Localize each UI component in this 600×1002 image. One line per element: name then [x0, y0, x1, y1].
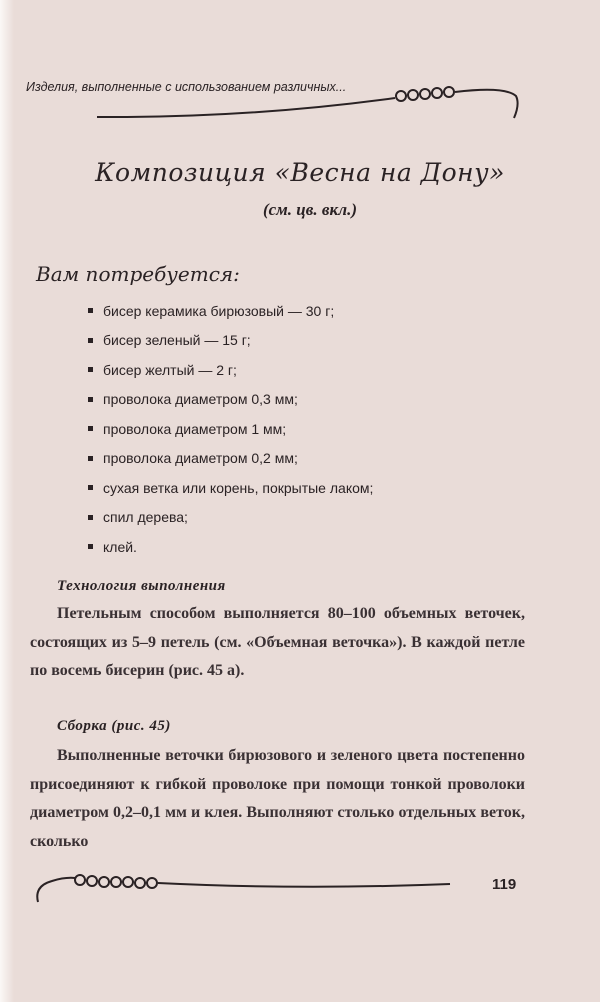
footer-ornament — [37, 875, 450, 902]
bullet-icon — [88, 456, 93, 461]
section-text-technology: Петельным способом выполняется 80–100 объемных веточек, состоящих из 5–9 петель (см. «Объемная веточка»). В каждой петле по восемь бисерин (рис. 45 а). — [30, 605, 525, 679]
running-header: Изделия, выполненные с использованием различных... — [26, 80, 347, 94]
list-item: проволока диаметром 0,2 мм; — [88, 444, 373, 474]
page-number: 119 — [492, 876, 517, 893]
materials-list — [88, 296, 373, 562]
list-item: бисер керамика бирюзовый — 30 г; — [88, 296, 373, 326]
list-item: проволока диаметром 0,3 мм; — [88, 385, 373, 415]
section-heading-technology: Технология выполнения — [57, 578, 226, 594]
bullet-icon — [88, 338, 93, 343]
page-title: Композиция «Весна на Дону» — [95, 158, 505, 187]
section-text-assembly: Выполненные веточки бирюзового и зеленого цвета постепенно присоединяют к гибкой проволоке при помощи тонкой проволоки диаметром 0,2–0,1 мм и клея. Выполняют столько отдельных веток, сколько — [30, 747, 525, 850]
bullet-icon — [88, 426, 93, 431]
materials-heading: Вам потребуется: — [36, 262, 240, 286]
list-item: бисер желтый — 2 г; — [88, 355, 373, 385]
bullet-icon — [88, 515, 93, 520]
list-item: проволока диаметром 1 мм; — [88, 414, 373, 444]
section-heading-assembly: Сборка (рис. 45) — [57, 718, 171, 734]
bullet-icon — [88, 367, 93, 372]
list-item: клей. — [88, 532, 373, 562]
bullet-icon — [88, 485, 93, 490]
bullet-icon — [88, 544, 93, 549]
list-item: спил дерева; — [88, 503, 373, 533]
page-subtitle: (см. цв. вкл.) — [262, 200, 358, 219]
bullet-icon — [88, 397, 93, 402]
bullet-icon — [88, 308, 93, 313]
list-item: бисер зеленый — 15 г; — [88, 326, 373, 356]
list-item: сухая ветка или корень, покрытые лаком; — [88, 473, 373, 503]
